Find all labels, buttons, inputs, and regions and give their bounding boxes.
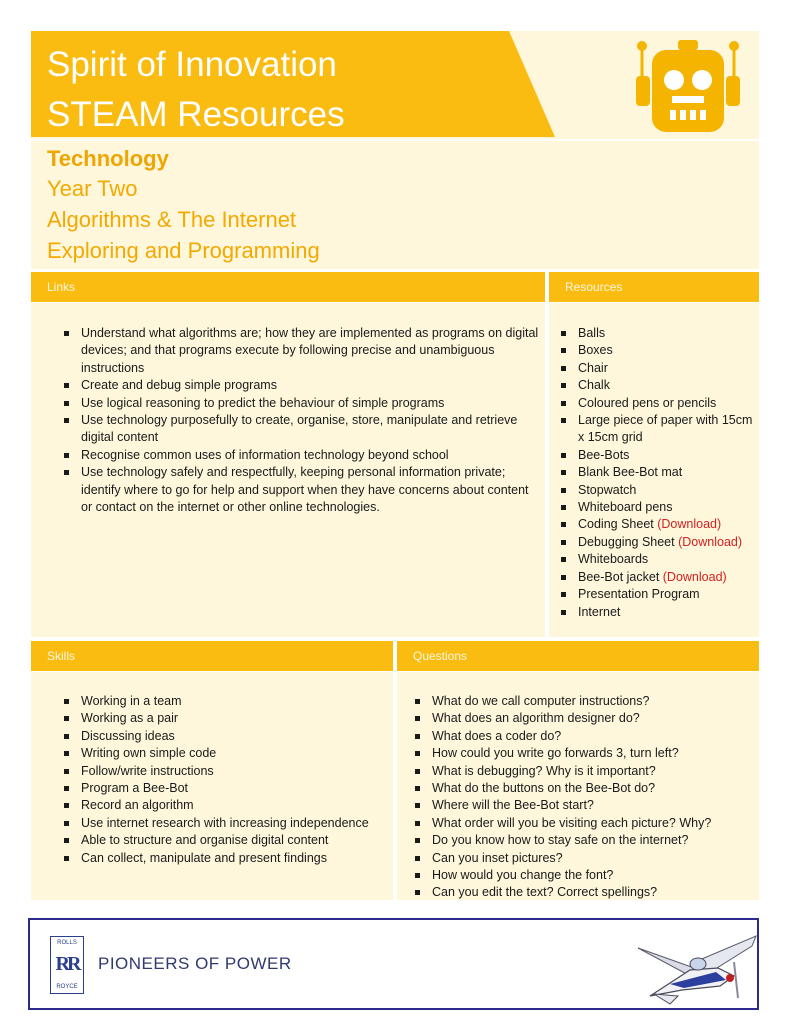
resource-item-text: Stopwatch bbox=[578, 482, 637, 497]
skill-item: Working as a pair bbox=[61, 710, 391, 727]
skills-list bbox=[61, 693, 391, 867]
resource-item bbox=[558, 586, 758, 603]
page-title bbox=[47, 40, 345, 140]
resource-item-text: Chair bbox=[578, 360, 608, 375]
title-line-1: Spirit of Innovation bbox=[47, 45, 337, 84]
resource-item-text: Bee-Bot jacket bbox=[578, 569, 663, 584]
question-item: What does an algorithm designer do? bbox=[412, 710, 757, 727]
link-item: Create and debug simple programs bbox=[61, 377, 541, 394]
skill-item: Working in a team bbox=[61, 693, 391, 710]
resource-item bbox=[558, 516, 758, 533]
question-item: What does a coder do? bbox=[412, 728, 757, 745]
resource-item bbox=[558, 360, 758, 377]
skill-item: Can collect, manipulate and present findings bbox=[61, 850, 391, 867]
skills-panel bbox=[31, 672, 393, 900]
question-item: How could you write go forwards 3, turn left? bbox=[412, 745, 757, 762]
link-item: Use technology safely and respectfully, keeping personal information private; identify where to go for help and support when they have concerns about content or contact on the internet or other online technologies. bbox=[61, 464, 541, 516]
links-heading: Links bbox=[31, 272, 545, 302]
resource-item bbox=[558, 482, 758, 499]
skill-item: Follow/write instructions bbox=[61, 763, 391, 780]
resource-item bbox=[558, 377, 758, 394]
link-item: Recognise common uses of information technology beyond school bbox=[61, 447, 541, 464]
title-line-2: STEAM Resources bbox=[47, 95, 345, 134]
logo-bottom-text: ROYCE bbox=[56, 984, 78, 990]
resource-item-text: Internet bbox=[578, 604, 621, 619]
resources-panel bbox=[549, 303, 759, 637]
resource-item-text: Whiteboards bbox=[578, 552, 649, 567]
resource-item-text: Coloured pens or pencils bbox=[578, 395, 717, 410]
question-item: Do you know how to stay safe on the internet? bbox=[412, 832, 757, 849]
resource-item bbox=[558, 447, 758, 464]
activity-heading: Exploring and Programming bbox=[47, 238, 320, 263]
questions-list bbox=[412, 693, 757, 902]
skill-item: Use internet research with increasing independence bbox=[61, 815, 391, 832]
question-item: What do the buttons on the Bee-Bot do? bbox=[412, 780, 757, 797]
download-link[interactable]: (Download) bbox=[662, 569, 727, 584]
intro-panel bbox=[31, 141, 759, 269]
download-link[interactable]: (Download) bbox=[657, 517, 722, 532]
resource-item bbox=[558, 325, 758, 342]
footer-tagline: PIONEERS OF POWER bbox=[98, 954, 292, 973]
resource-item bbox=[558, 604, 758, 621]
questions-panel bbox=[397, 672, 759, 900]
robot-icon bbox=[632, 38, 744, 134]
question-item: What is debugging? Why is it important? bbox=[412, 763, 757, 780]
logo-top-text: ROLLS bbox=[57, 940, 77, 946]
topic-heading: Algorithms & The Internet bbox=[47, 207, 297, 232]
resource-item bbox=[558, 499, 758, 516]
skill-item: Discussing ideas bbox=[61, 728, 391, 745]
question-item: Where will the Bee-Bot start? bbox=[412, 797, 757, 814]
resource-item-text: Whiteboard pens bbox=[578, 500, 673, 515]
questions-heading: Questions bbox=[397, 641, 759, 671]
logo-monogram: RR bbox=[55, 953, 79, 975]
link-item: Use logical reasoning to predict the behaviour of simple programs bbox=[61, 395, 541, 412]
resource-item bbox=[558, 342, 758, 359]
footer bbox=[28, 918, 759, 1010]
resources-list bbox=[558, 325, 758, 621]
link-item: Understand what algorithms are; how they are implemented as programs on digital devices; and that programs execute by following precise and unambiguous instructions bbox=[61, 325, 541, 377]
question-item: How would you change the font? bbox=[412, 867, 757, 884]
links-panel bbox=[31, 303, 545, 637]
skill-item: Record an algorithm bbox=[61, 797, 391, 814]
year-heading: Year Two bbox=[47, 176, 138, 201]
skill-item: Able to structure and organise digital content bbox=[61, 832, 391, 849]
airplane-icon bbox=[630, 924, 758, 1006]
resource-item-text: Large piece of paper with 15cm x 15cm grid bbox=[578, 413, 753, 445]
rolls-royce-logo bbox=[50, 936, 84, 994]
resource-item bbox=[558, 534, 758, 551]
resource-item-text: Presentation Program bbox=[578, 587, 700, 602]
resource-item-text: Blank Bee-Bot mat bbox=[578, 465, 683, 480]
resource-item-text: Coding Sheet bbox=[578, 517, 658, 532]
resource-item bbox=[558, 464, 758, 481]
resource-item bbox=[558, 569, 758, 586]
download-link[interactable]: (Download) bbox=[678, 534, 743, 549]
question-item: Can you edit the text? Correct spellings? bbox=[412, 884, 757, 901]
skill-item: Program a Bee-Bot bbox=[61, 780, 391, 797]
resource-item-text: Balls bbox=[578, 326, 606, 340]
subject-heading: Technology bbox=[47, 146, 169, 171]
resource-item bbox=[558, 412, 758, 447]
link-item: Use technology purposefully to create, organise, store, manipulate and retrieve digital content bbox=[61, 412, 541, 447]
skills-heading: Skills bbox=[31, 641, 393, 671]
resources-heading: Resources bbox=[549, 272, 759, 302]
resource-item-text: Chalk bbox=[578, 378, 610, 393]
question-item: Can you inset pictures? bbox=[412, 850, 757, 867]
resource-item-text: Boxes bbox=[578, 343, 613, 358]
resource-item-text: Bee-Bots bbox=[578, 447, 630, 462]
links-list bbox=[61, 325, 541, 516]
question-item: What do we call computer instructions? bbox=[412, 693, 757, 710]
resource-item-text: Debugging Sheet bbox=[578, 534, 679, 549]
resource-item bbox=[558, 551, 758, 568]
resource-item bbox=[558, 395, 758, 412]
question-item: What order will you be visiting each picture? Why? bbox=[412, 815, 757, 832]
skill-item: Writing own simple code bbox=[61, 745, 391, 762]
